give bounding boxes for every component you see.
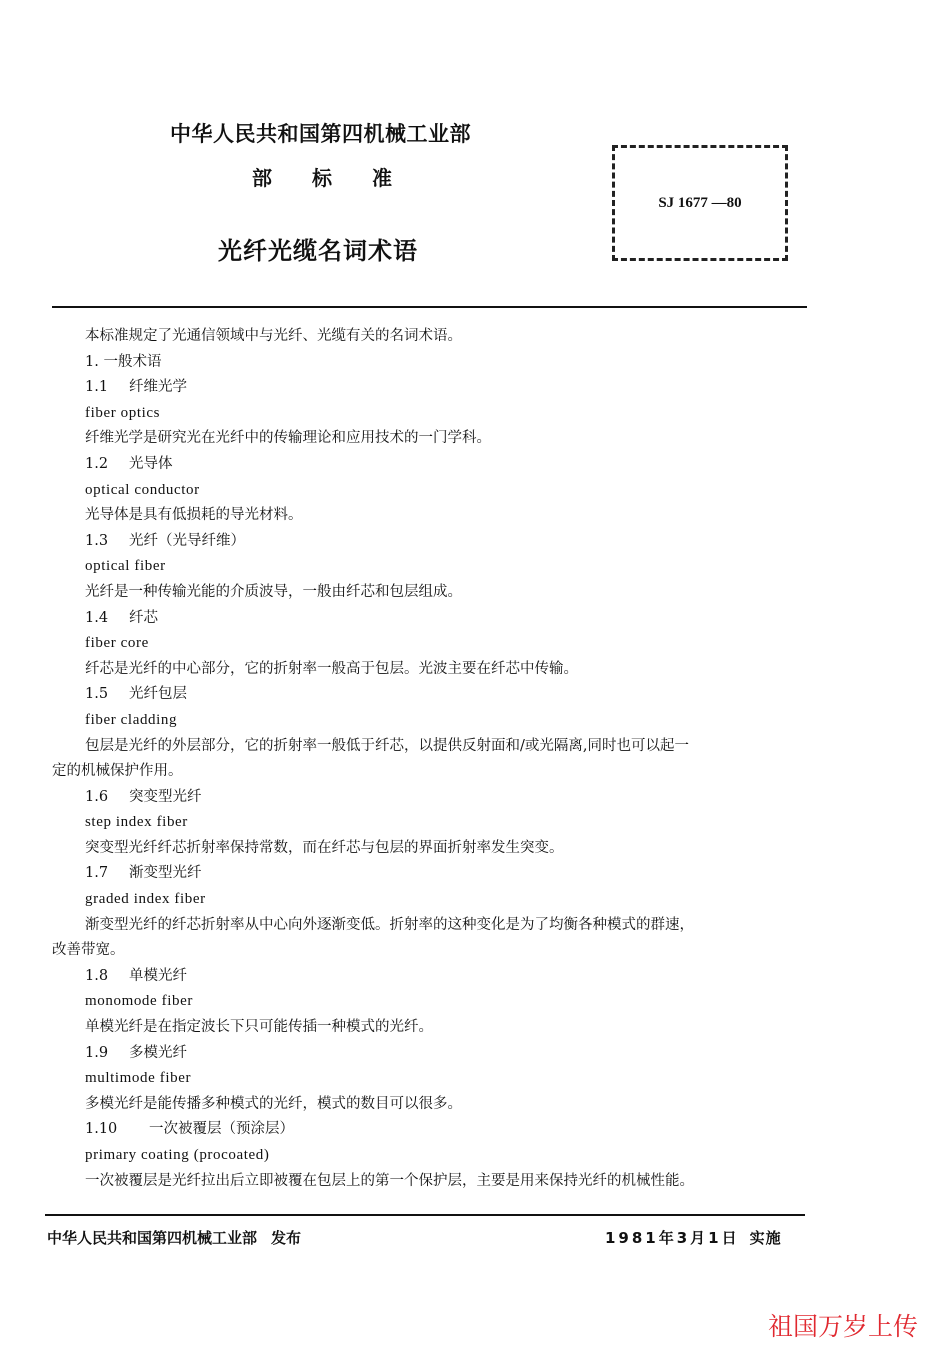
- term-zh: 光纤包层: [129, 686, 187, 703]
- term-zh: 多模光纤: [129, 1044, 187, 1061]
- term-heading: [85, 785, 815, 811]
- term-zh: 光导体: [129, 455, 173, 472]
- term-definition: 一次被覆层是光纤拉出后立即被覆在包层上的第一个保护层，主要是用来保持光纤的机械性能。: [85, 1172, 694, 1189]
- term-zh: 一次被覆层（预涂层）: [149, 1121, 294, 1138]
- effective-date: 1981年3月1日: [605, 1229, 740, 1247]
- term-definition: 纤芯是光纤的中心部分，它的折射率一般高于包层。光波主要在纤芯中传输。: [85, 660, 578, 677]
- term-zh: 纤芯: [129, 609, 158, 626]
- term-number: 1.8: [85, 967, 109, 984]
- term-en: fiber cladding: [85, 711, 178, 728]
- term-en: optical conductor: [85, 481, 200, 498]
- effective-label: 实施: [749, 1229, 782, 1247]
- standard-type-char: 标: [312, 166, 332, 190]
- section-number: 1.: [85, 353, 99, 370]
- footer-divider: [45, 1214, 805, 1216]
- standard-code-box: [612, 145, 788, 261]
- term-heading: [85, 964, 815, 990]
- term-heading: [85, 606, 815, 632]
- term-en: multimode fiber: [85, 1070, 192, 1087]
- term-definition: 渐变型光纤的纤芯折射率从中心向外逐渐变低。折射率的这种变化是为了均衡各种模式的群速，: [85, 916, 694, 933]
- section-heading: [85, 350, 815, 376]
- term-en: fiber core: [85, 635, 149, 652]
- term-number: 1.1: [85, 379, 109, 396]
- standard-type-char: 准: [372, 166, 392, 190]
- term-definition: 纤维光学是研究光在光纤中的传输理论和应用技术的一门学科。: [85, 430, 491, 447]
- issued-label: 发布: [271, 1229, 302, 1247]
- term-number: 1.9: [85, 1044, 109, 1061]
- upload-watermark: 祖国万岁上传: [768, 1312, 919, 1341]
- document-title: 光纤光缆名词术语: [218, 237, 418, 265]
- term-heading: [85, 861, 815, 887]
- standard-type-heading: [252, 162, 432, 191]
- footer-effective: [605, 1227, 782, 1248]
- term-en: graded index fiber: [85, 891, 206, 908]
- header-divider: [52, 306, 807, 308]
- term-heading: [85, 452, 815, 478]
- standard-code: SJ 1677 —80: [658, 194, 742, 211]
- term-en: step index fiber: [85, 814, 188, 831]
- term-heading: [85, 682, 815, 708]
- term-definition: 包层是光纤的外层部分，它的折射率一般低于纤芯，以提供反射面和/或光隔离,同时也可以起一: [85, 737, 689, 754]
- term-heading: [85, 375, 815, 401]
- term-zh: 纤维光学: [129, 379, 187, 396]
- term-number: 1.10: [85, 1121, 118, 1138]
- term-definition-continued: 改善带宽。: [52, 942, 125, 959]
- term-heading: [85, 1041, 815, 1067]
- term-definition: 光导体是具有低损耗的导光材料。: [85, 507, 303, 524]
- term-definition: 光纤是一种传输光能的介质波导，一般由纤芯和包层组成。: [85, 583, 462, 600]
- term-zh: 单模光纤: [129, 967, 187, 984]
- term-zh: 渐变型光纤: [129, 865, 202, 882]
- intro-paragraph: 本标准规定了光通信领域中与光纤、光缆有关的名词术语。: [85, 328, 462, 344]
- term-number: 1.5: [85, 686, 109, 703]
- section-title: 一般术语: [103, 353, 162, 370]
- term-definition: 多模光纤是能传播多种模式的光纤，模式的数目可以很多。: [85, 1095, 462, 1112]
- term-definition-continued: 定的机械保护作用。: [52, 763, 183, 780]
- term-number: 1.4: [85, 609, 109, 626]
- term-en: primary coating (procoated): [85, 1147, 270, 1163]
- term-number: 1.7: [85, 865, 109, 882]
- term-number: 1.6: [85, 788, 109, 805]
- term-definition: 突变型光纤纤芯折射率保持常数，而在纤芯与包层的界面折射率发生突变。: [85, 839, 564, 856]
- issuer-name: 中华人民共和国第四机械工业部: [47, 1229, 258, 1247]
- term-zh: 光纤（光导纤维）: [129, 532, 245, 549]
- term-heading: [85, 529, 815, 555]
- term-number: 1.3: [85, 532, 109, 549]
- term-zh: 突变型光纤: [129, 788, 202, 805]
- footer-issuer: [47, 1227, 301, 1248]
- term-definition: 单模光纤是在指定波长下只可能传插一种模式的光纤。: [85, 1019, 433, 1036]
- document-body: [52, 324, 815, 1194]
- standard-type-char: 部: [252, 166, 272, 190]
- term-number: 1.2: [85, 455, 109, 472]
- issuing-ministry-heading: 中华人民共和国第四机械工业部: [170, 122, 471, 146]
- term-en: fiber optics: [85, 404, 161, 421]
- term-en: monomode fiber: [85, 993, 193, 1010]
- term-heading: [85, 1117, 815, 1143]
- term-en: optical fiber: [85, 558, 166, 575]
